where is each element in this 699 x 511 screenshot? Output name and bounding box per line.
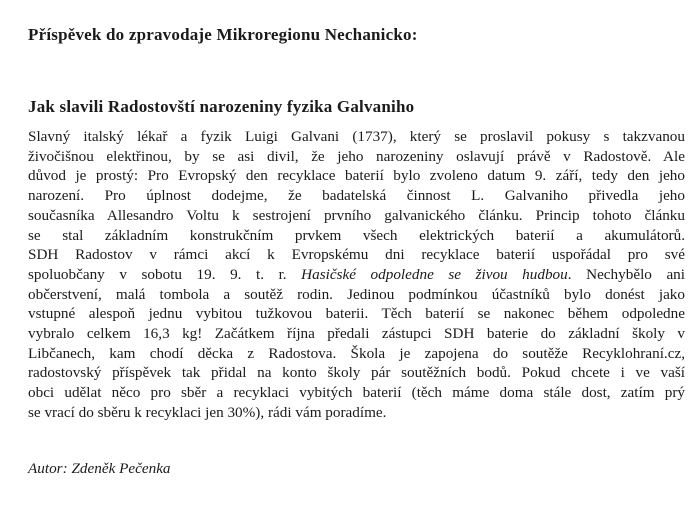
document-heading: Příspěvek do zpravodaje Mikroregionu Nechanicko: [28,25,418,44]
paragraph-line: vstupné alespoň jednu vybitou tužkovou baterii. Těch baterií se nakonec během odpoledne [28,305,685,323]
paragraph-line-with-event-name [28,265,685,285]
paragraph-line-text: spoluobčany v sobotu 19. 9. t. r. [28,265,287,283]
paragraph-line: Libčanech, kam chodí děcka z Radostova. Škola je zapojena do soutěže Recyklohraní.cz, [28,344,685,362]
paragraph-line: vybralo celkem 16,3 kg! Začátkem října předali zástupci SDH baterie do základní školy v [28,325,685,343]
author-line: Autor: Zdeněk Pečenka [28,460,171,477]
paragraph-line: Slavný italský lékař a fyzik Luigi Galvani (1737), který se proslavil pokusy s takzvanou [28,128,685,145]
article-paragraph [28,127,685,423]
paragraph-line: se stal základním konstrukčním prvkem všech elektrických baterií a akumulátorů. [28,226,685,244]
paragraph-line: radostovský příspěvek tak přidal na konto školy pár soutěžních bodů. Pokud chcete i ve vaší [28,364,685,382]
paragraph-line-text: . Nechybělo ani [567,265,685,283]
paragraph-line: SDH Radostov v rámci akcí k Evropskému dni recyklace baterií uspořádal pro své [28,246,685,264]
paragraph-line: občerstvení, malá tombola a soutěž rodin. Jedinou podmínkou účastníků bylo donést jako [28,285,685,303]
paragraph-line: obci udělat něco pro sběr a recyklaci vybitých baterií (těch máme doma stále dost, zatím prý [28,384,685,402]
event-name-italic: Hasičské odpoledne se živou hudbou [301,265,568,283]
paragraph-line: současníka Allesandro Voltu k sestrojení prvního galvanického článku. Princip tohoto článku [28,206,685,224]
article-title: Jak slavili Radostovští narozeniny fyzika Galvaniho [28,97,415,116]
paragraph-line: se vrací do sběru k recyklaci jen 30%), rádi vám poradíme. [28,403,387,421]
paragraph-line: narození. Pro úplnost dodejme, že badatelská činnost L. Galvaniho přivedla jeho [28,187,685,205]
paragraph-line: živočišnou elektřinou, by se asi divil, že jeho narozeniny oslavují právě v Radostově. Ale [28,147,685,165]
paragraph-line: důvod je prostý: Pro Evropský den recyklace baterií bylo zvoleno datum 9. září, tedy den jeho [28,167,685,185]
